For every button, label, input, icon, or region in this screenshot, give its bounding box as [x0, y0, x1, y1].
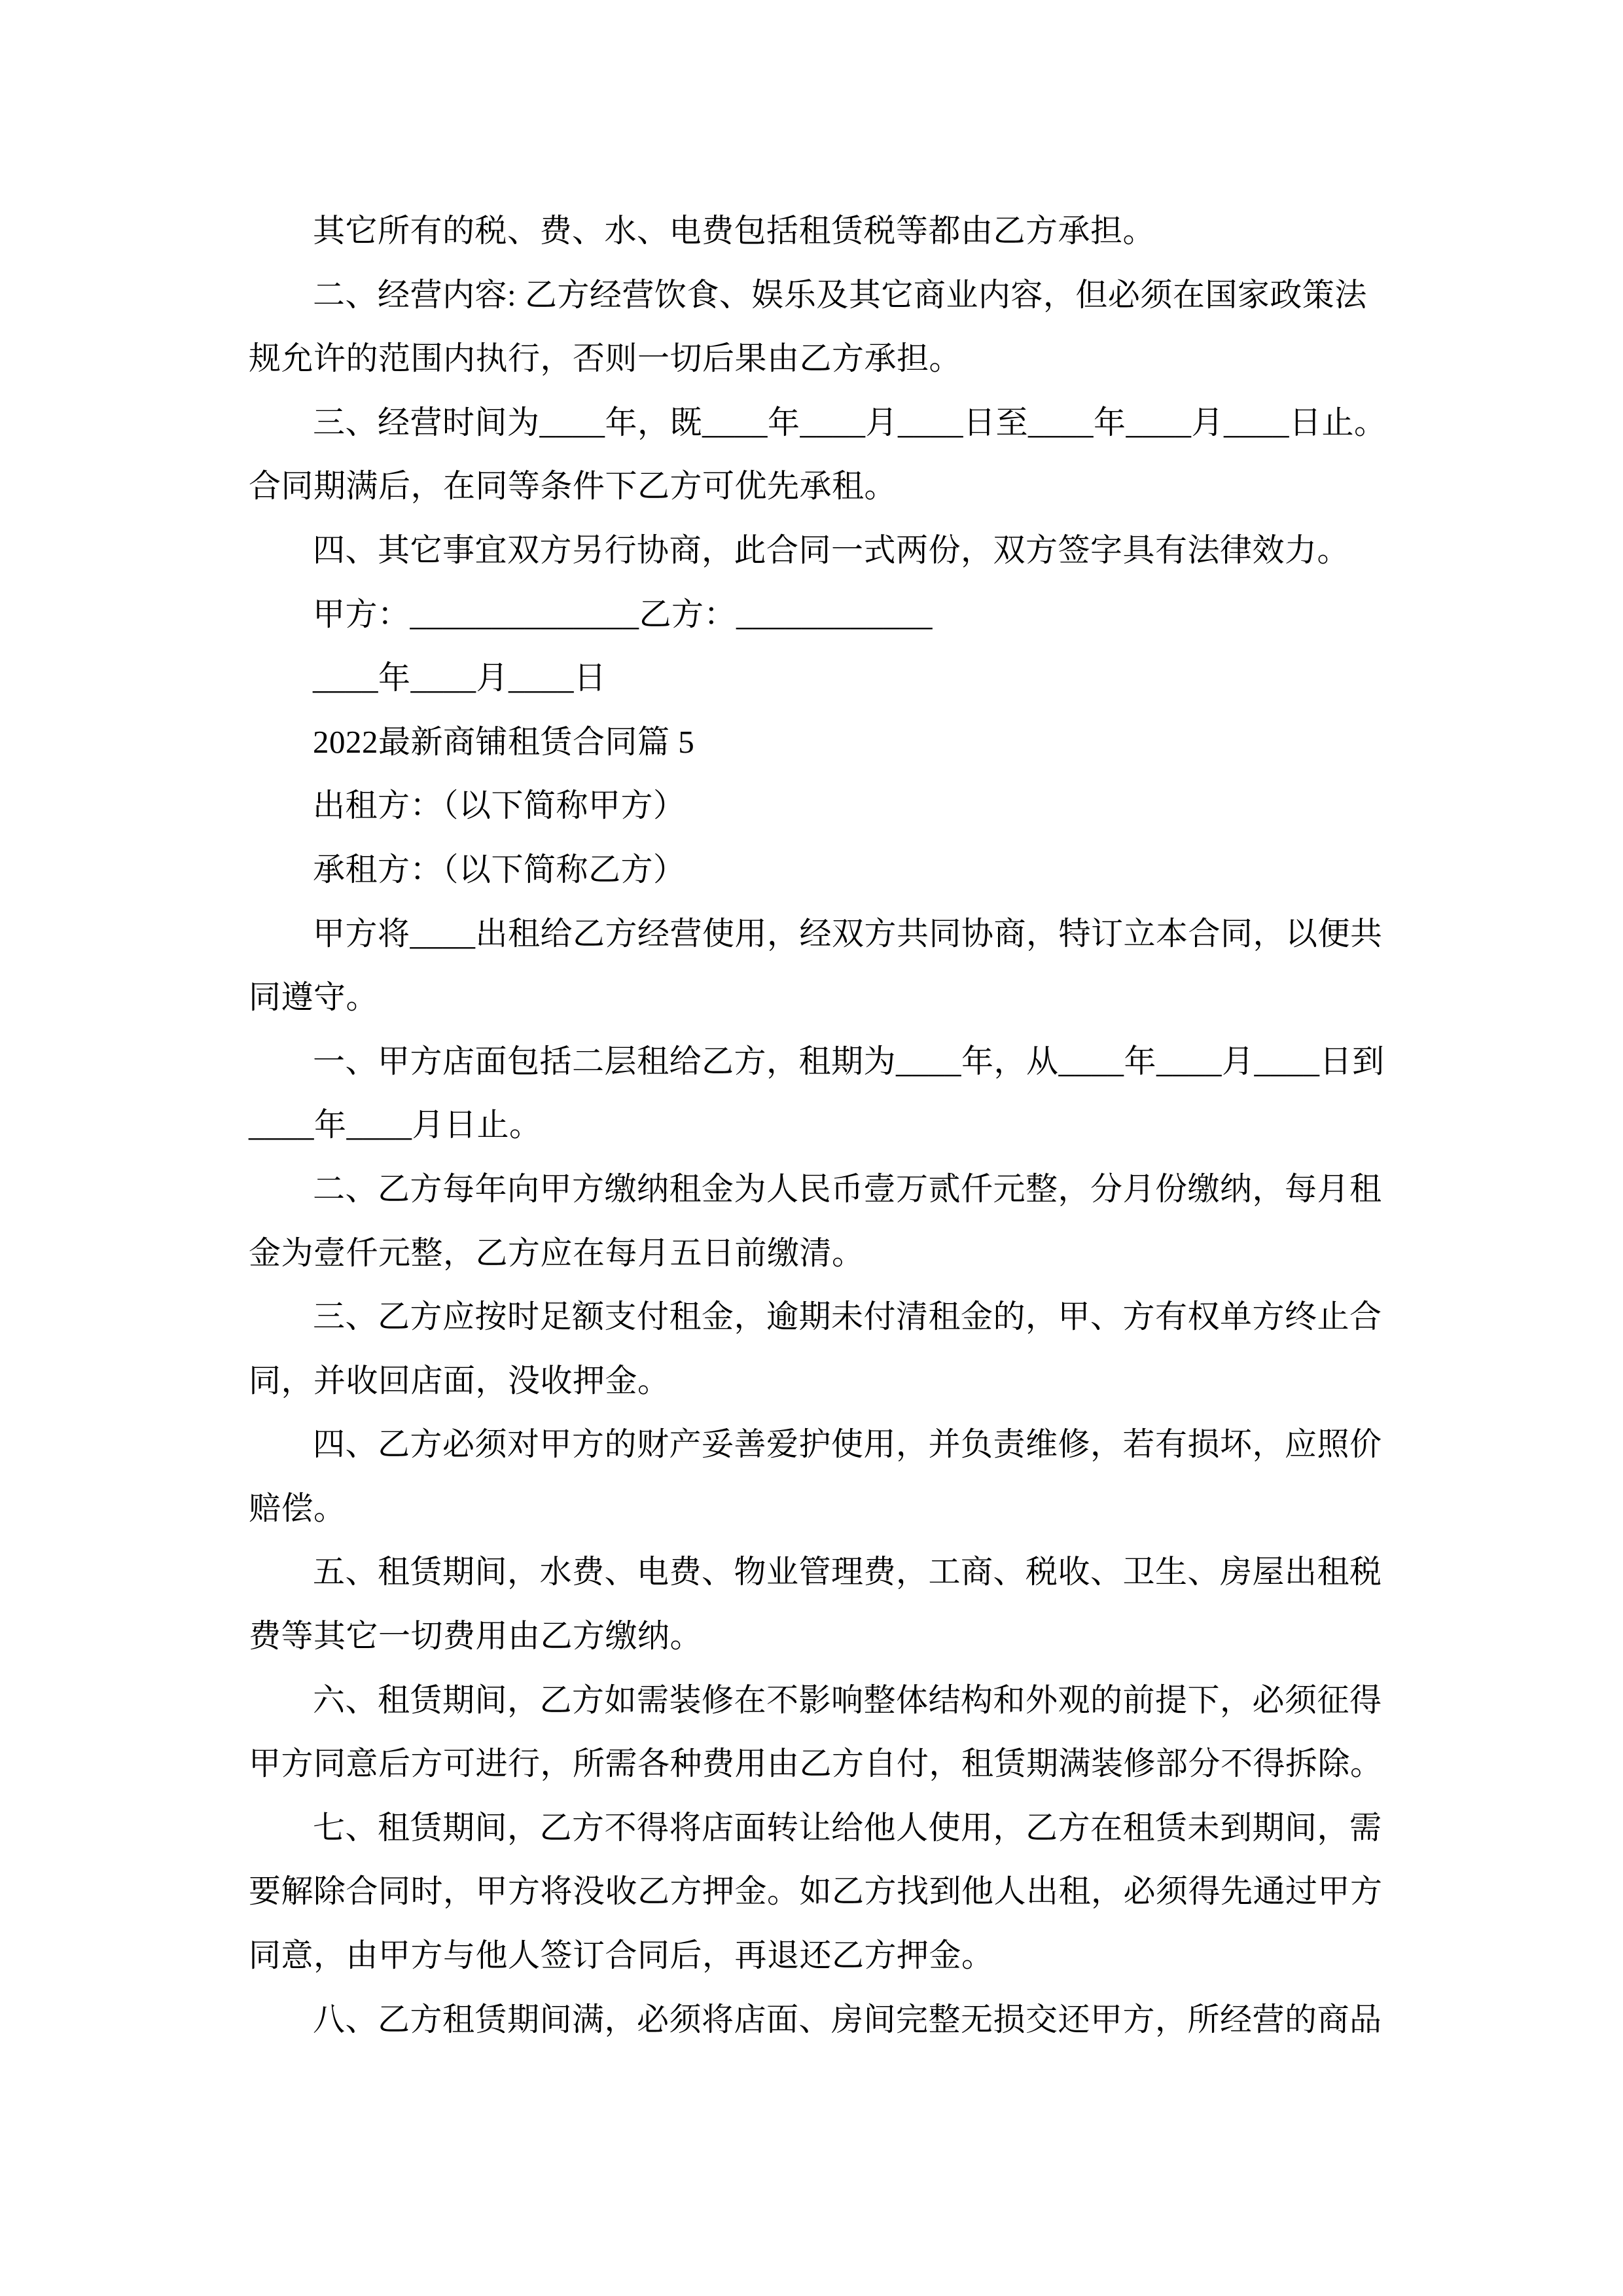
document-line: 其它所有的税、费、水、电费包括租赁税等都由乙方承担。 [313, 213, 1156, 249]
document-line: 规允许的范围内执行，否则一切后果由乙方承担。 [249, 340, 962, 377]
document-line: 费等其它一切费用由乙方缴纳。 [249, 1618, 703, 1655]
document-line: 同意，由甲方与他人签订合同后，再退还乙方押金。 [249, 1937, 994, 1974]
document-line: 2022最新商铺租赁合同篇 5 [313, 723, 695, 760]
document-line: 要解除合同时，甲方将没收乙方押金。如乙方找到他人出租，必须得先通过甲方 [249, 1873, 1383, 1910]
document-line: 六、租赁期间，乙方如需装修在不影响整体结构和外观的前提下，必须征得 [313, 1681, 1382, 1718]
document-line: 同遵守。 [249, 979, 379, 1016]
document-line: 出租方：（以下简称甲方） [313, 787, 686, 824]
document-line: 四、乙方必须对甲方的财产妥善爱护使用，并负责维修，若有损坏，应照价 [313, 1426, 1382, 1463]
document-line: 三、经营时间为____年，既____年____月____日至____年____月____日止。 [313, 404, 1387, 440]
contract-body [249, 199, 1407, 2051]
document-line: 七、租赁期间，乙方不得将店面转让给他人使用，乙方在租赁未到期间，需 [313, 1809, 1382, 1846]
document-line: 八、乙方租赁期间满，必须将店面、房间完整无损交还甲方，所经营的商品 [313, 2001, 1382, 2037]
document-line: ____年____月____日 [313, 660, 607, 696]
document-line: 同，并收回店面，没收押金。 [249, 1362, 670, 1399]
document-line: 承租方：（以下简称乙方） [313, 851, 686, 888]
document-line: 甲方：______________乙方：____________ [313, 596, 933, 632]
document-line: 一、甲方店面包括二层租给乙方，租期为____年，从____年____月____日到 [313, 1043, 1385, 1079]
document-line: 二、乙方每年向甲方缴纳租金为人民币壹万贰仟元整，分月份缴纳，每月租 [313, 1170, 1382, 1207]
document-line: 四、其它事宜双方另行协商，此合同一式两份，双方签字具有法律效力。 [313, 531, 1350, 568]
document-line: 甲方将____出租给乙方经营使用，经双方共同协商，特订立本合同，以便共 [313, 915, 1383, 952]
document-line: 五、租赁期间，水费、电费、物业管理费，工商、税收、卫生、房屋出租税 [313, 1554, 1382, 1590]
document-line: ____年____月日止。 [249, 1107, 542, 1143]
document-line: 二、经营内容: 乙方经营饮食、娱乐及其它商业内容，但必须在国家政策法 [313, 276, 1367, 313]
document-line: 甲方同意后方可进行，所需各种费用由乙方自付，租赁期满装修部分不得拆除。 [249, 1746, 1383, 1782]
document-line: 赔偿。 [249, 1490, 346, 1526]
document-line: 三、乙方应按时足额支付租金，逾期未付清租金的，甲、方有权单方终止合 [313, 1299, 1382, 1335]
document-line: 合同期满后，在同等条件下乙方可优先承租。 [249, 468, 897, 505]
document-line: 金为壹仟元整，乙方应在每月五日前缴清。 [249, 1234, 865, 1271]
